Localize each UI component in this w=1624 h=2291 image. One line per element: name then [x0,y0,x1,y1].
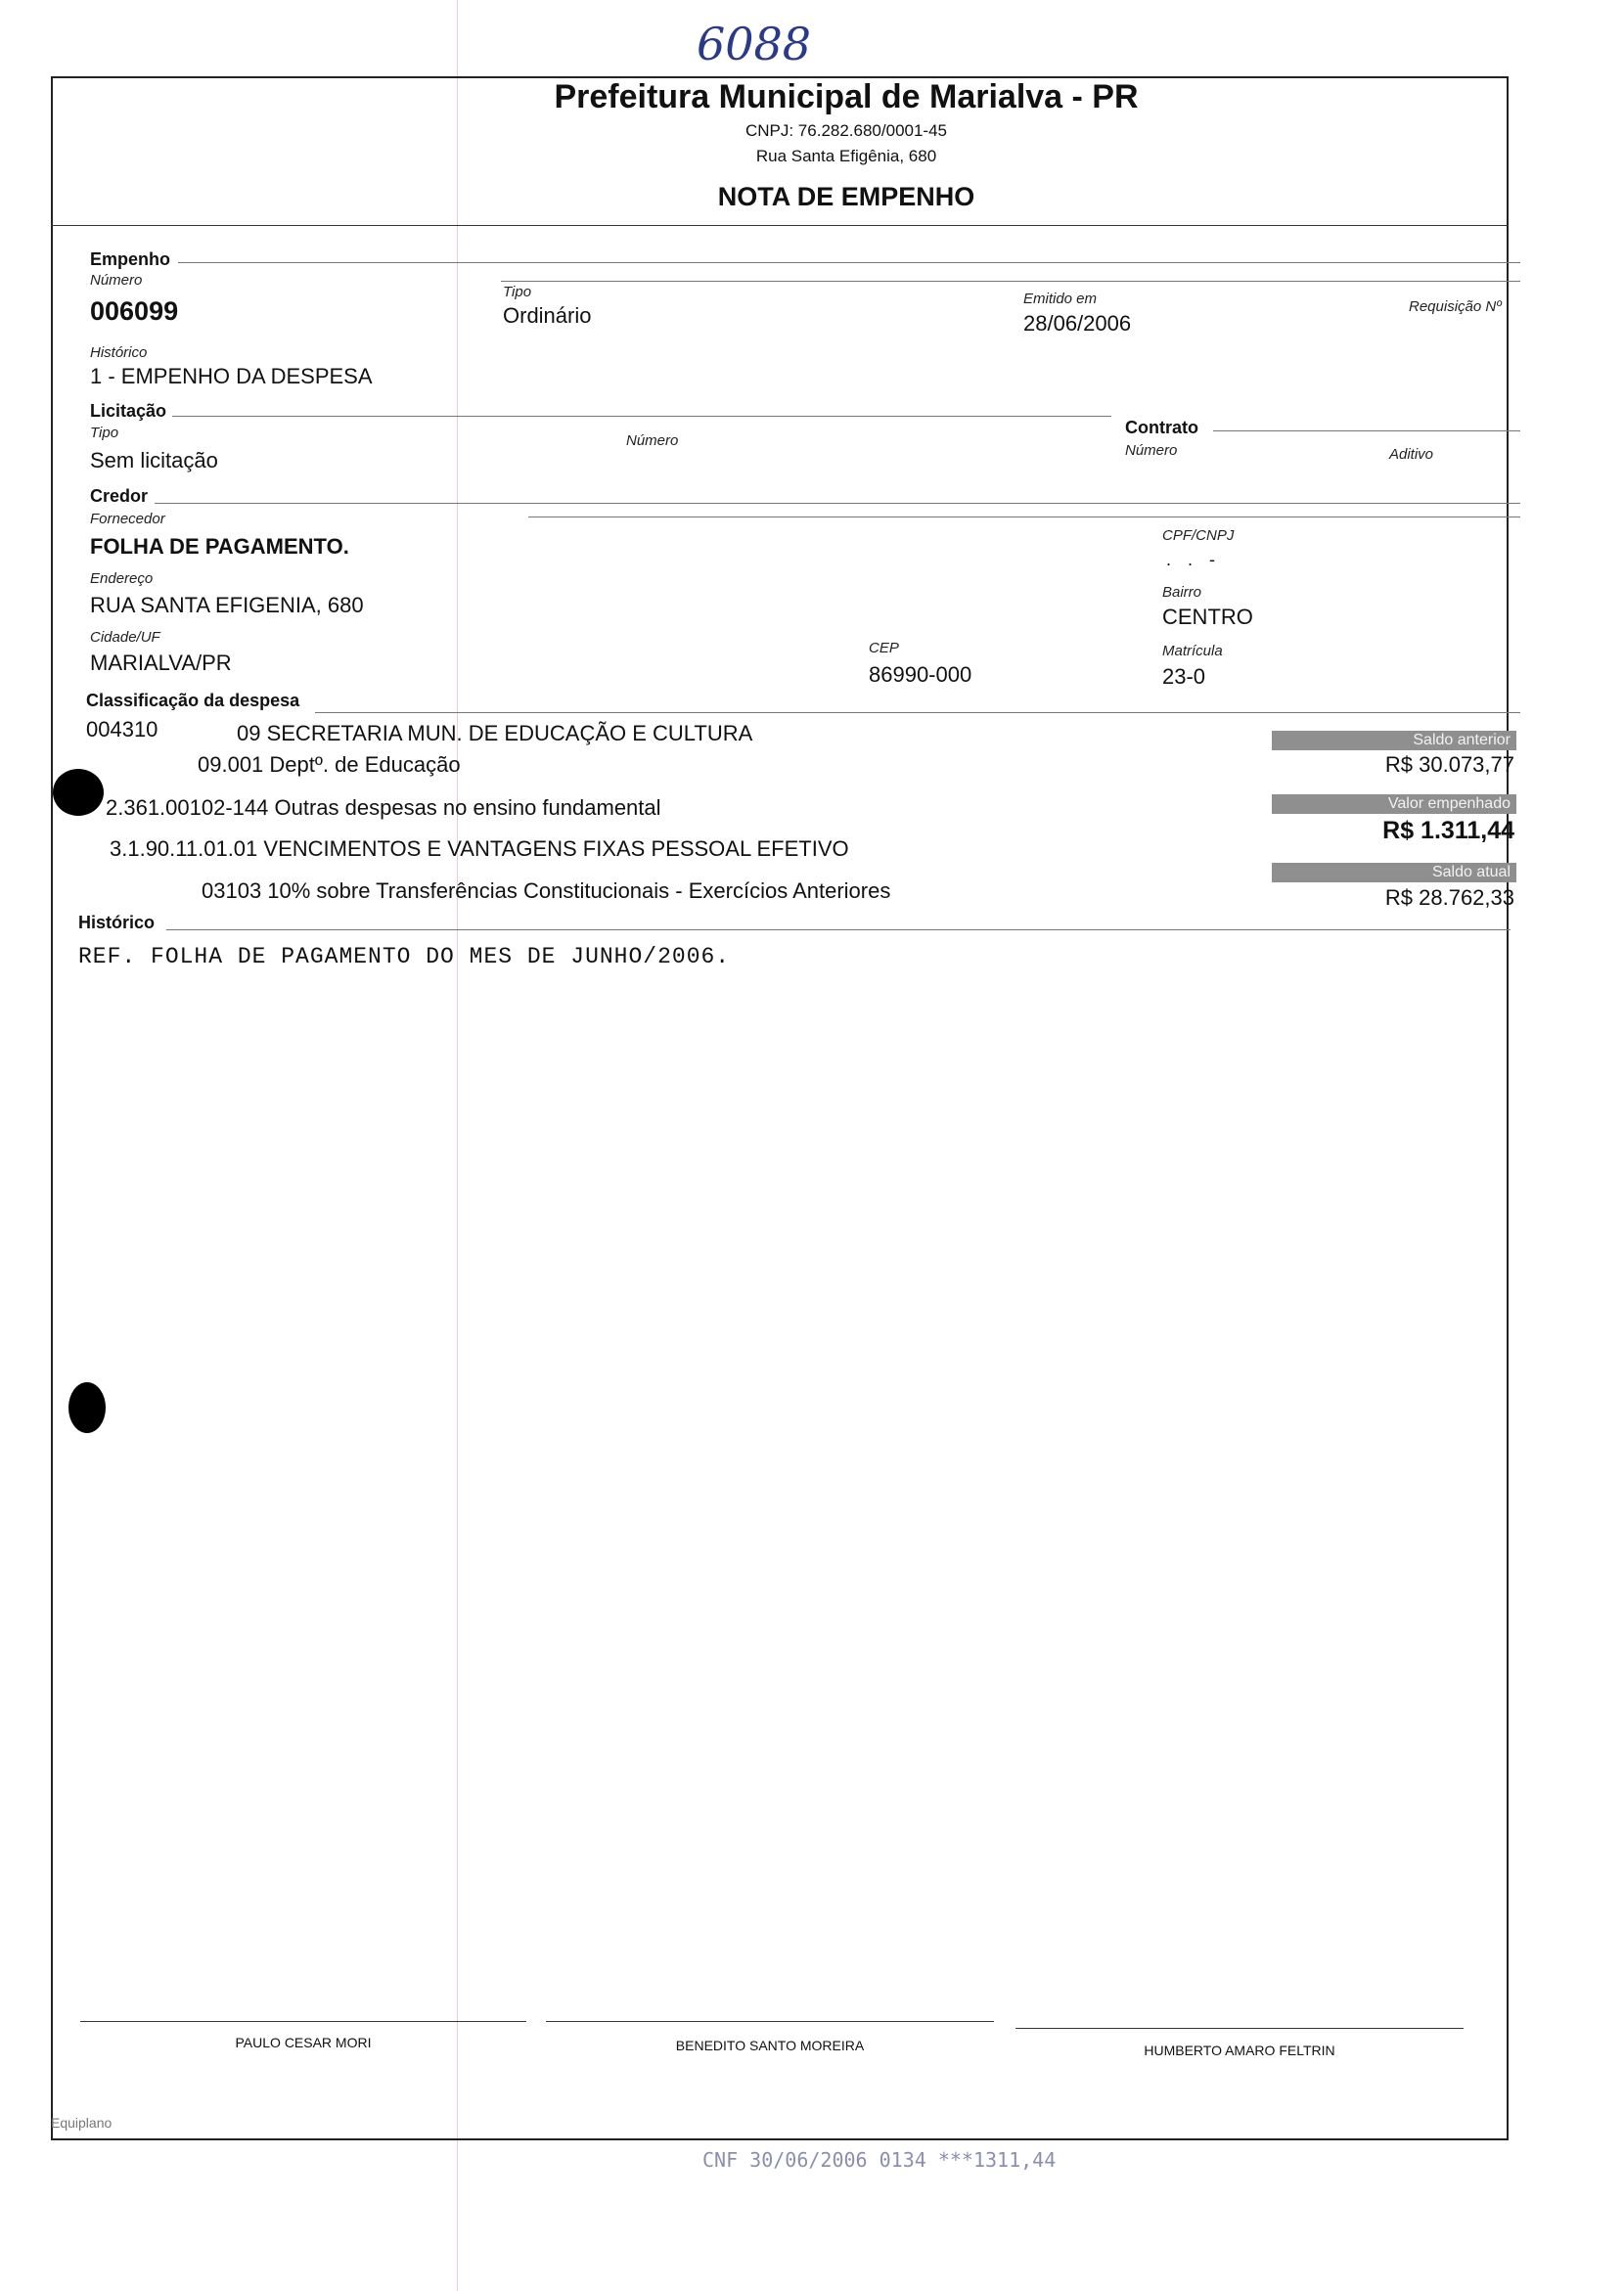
requisicao-label: Requisição Nº [1409,298,1502,315]
cidade-value: MARIALVA/PR [90,651,232,675]
signature-line [1015,2028,1464,2029]
saldo-atual-label: Saldo atual [1272,863,1516,882]
credor-divider [155,503,1520,504]
cep-value: 86990-000 [869,662,972,687]
address-text: Rua Santa Efigênia, 680 [755,147,937,165]
classificacao-funcional: 2.361.00102-144 Outras despesas no ensino fundamental [106,795,661,820]
classificacao-elemento: 3.1.90.11.01.01 VENCIMENTOS E VANTAGENS FIXAS PESSOAL EFETIVO [110,836,849,861]
signature-name: BENEDITO SANTO MOREIRA [675,2038,865,2053]
punch-hole-mark [68,1382,106,1433]
signature-name: PAULO CESAR MORI [235,2035,372,2050]
handwritten-number: 6088 [697,18,812,70]
bank-stamp: CNF 30/06/2006 0134 ***1311,44 [702,2148,1057,2172]
fornecedor-label: Fornecedor [90,511,165,527]
empenho-subdivider [501,281,1520,282]
empenho-tipo-label: Tipo [503,284,532,300]
punch-hole-mark [53,769,104,816]
valor-empenhado-label: Valor empenhado [1272,794,1516,814]
page-title: Prefeitura Municipal de Marialva - PR [554,78,1139,115]
matricula-label: Matrícula [1162,643,1223,659]
software-footer: Equiplano [51,2115,113,2131]
licitacao-tipo-label: Tipo [90,425,119,441]
endereco-value: RUA SANTA EFIGENIA, 680 [90,593,364,617]
historico-divider [166,929,1511,930]
fornecedor-name: FOLHA DE PAGAMENTO. [90,534,349,559]
contrato-numero-label: Número [1125,442,1178,459]
saldo-anterior-label: Saldo anterior [1272,731,1516,750]
empenho-section-label: Empenho [90,249,171,269]
contrato-section-label: Contrato [1125,418,1198,437]
matricula-value: 23-0 [1162,664,1206,689]
classificacao-code: 004310 [86,717,158,741]
empenho-numero: 006099 [90,296,179,326]
licitacao-tipo: Sem licitação [90,448,218,472]
cpf-cnpj-label: CPF/CNPJ [1162,527,1235,544]
classificacao-fonte: 03103 10% sobre Transferências Constitucionais - Exercícios Anteriores [202,878,891,903]
emitido-date: 28/06/2006 [1023,311,1132,336]
cpf-cnpj-value: . . - [1166,550,1221,569]
contrato-divider [1213,430,1520,431]
signature-line [546,2021,994,2022]
cep-label: CEP [869,640,899,656]
cidade-label: Cidade/UF [90,629,160,646]
classificacao-unidade: 09.001 Deptº. de Educação [198,752,461,777]
credor-section-label: Credor [90,486,149,506]
licitacao-divider [172,416,1111,417]
valor-empenhado-value: R$ 1.311,44 [1382,817,1514,844]
contrato-aditivo-label: Aditivo [1389,446,1434,463]
saldo-atual-value: R$ 28.762,33 [1384,885,1514,910]
saldo-anterior-value: R$ 30.073,77 [1384,752,1514,777]
empenho-historico-label: Histórico [90,344,148,361]
cnpj-text: CNPJ: 76.282.680/0001-45 [744,121,948,140]
licitacao-section-label: Licitação [90,401,167,421]
classificacao-orgao: 09 SECRETARIA MUN. DE EDUCAÇÃO E CULTURA [237,721,753,745]
empenho-numero-label: Número [90,272,143,289]
doc-title: NOTA DE EMPENHO [717,182,975,211]
bairro-value: CENTRO [1162,605,1253,629]
licitacao-numero-label: Número [626,432,679,449]
signature-line [80,2021,526,2022]
endereco-label: Endereço [90,570,154,587]
empenho-tipo: Ordinário [503,303,592,328]
classificacao-section-label: Classificação da despesa [86,691,300,710]
classificacao-divider [315,712,1520,713]
bairro-label: Bairro [1162,584,1202,601]
signature-name: HUMBERTO AMARO FELTRIN [1144,2043,1335,2058]
empenho-historico: 1 - EMPENHO DA DESPESA [90,364,373,388]
historico-text: REF. FOLHA DE PAGAMENTO DO MES DE JUNHO/2006. [78,944,731,969]
emitido-label: Emitido em [1023,291,1098,307]
empenho-divider [178,262,1520,263]
header-divider [51,225,1509,226]
historico-section-label: Histórico [78,913,156,932]
